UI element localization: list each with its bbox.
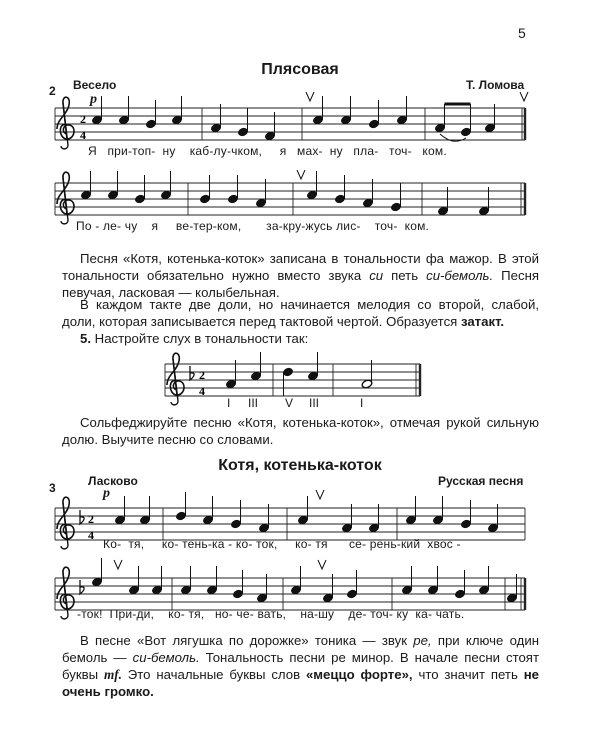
song2-number: 3 [49, 481, 56, 495]
paragraph-3 [62, 414, 539, 448]
song1-title: Плясовая [261, 61, 339, 78]
paragraph-4-text-a: В песне «Вот лягушка по дорожке» тоника — звук [80, 633, 414, 648]
paragraph-1-italic-si-flat: си-бемоль. [426, 268, 494, 283]
paragraph-4-italic-si-flat: си-бемоль. [132, 650, 200, 665]
paragraph-4-italic-re: ре, [413, 633, 432, 648]
paragraph-2-bold-zatakt: затакт. [460, 314, 505, 329]
degree-3: V [285, 396, 294, 410]
svg-text:2: 2 [80, 112, 86, 126]
degree-5: I [360, 396, 364, 410]
paragraph-4-text-e: что значит петь [412, 667, 524, 682]
page-number: 5 [518, 25, 526, 41]
paragraph-4-text-d: Это начальные буквы слов [121, 667, 306, 682]
paragraph-1-italic-si: си [369, 268, 384, 283]
song1-author: Т. Ломова [466, 78, 525, 92]
svg-text:4: 4 [80, 128, 86, 142]
paragraph-4-text-c: Тональность песни ре минор. В начале песни стоят буквы [62, 650, 539, 682]
task-5 [62, 330, 539, 347]
paragraph-4-mf: mf. [103, 667, 122, 682]
degree-2: III [248, 396, 259, 410]
song2-lyrics-line2: -ток! При-ди, ко- тя, но- че- вать, на-шу де- точ- ку ка- чать. [77, 607, 465, 621]
paragraph-3-text: Сольфеджируйте песню «Котя, котенька-коток», отмечая рукой сильную долю. Выучите песню со словами. [62, 415, 539, 447]
paragraph-4-bold-mezzo-forte: «меццо форте», [305, 667, 413, 682]
song2-lyrics-line1: Ко- тя, ко- тень-ка - ко- ток, ко- тя се- рень-кий хвос - [103, 537, 461, 551]
staff-song1-line1 [55, 92, 528, 149]
paragraph-1-text-b: петь [383, 268, 427, 283]
paragraph-1 [62, 250, 539, 301]
svg-text:2: 2 [199, 368, 205, 382]
song2-title: Котя, котенька-коток [218, 457, 382, 474]
paragraph-4 [62, 632, 539, 700]
song2-tempo: Ласково [88, 474, 138, 488]
song1-number: 2 [49, 84, 56, 98]
paragraph-2 [62, 296, 539, 330]
staff-song1-line2 [55, 170, 525, 224]
song1-lyrics-line1: Я при-топ- ну каб-лу-чком, я мах- ну пла- точ- ком. [88, 144, 447, 158]
svg-text:4: 4 [199, 384, 205, 398]
paragraph-2-text: В каждом такте две доли, но начинается мелодия со второй, слабой, доли, которая записывается перед тактовой чертой. Образуется [62, 297, 539, 329]
degree-4: III [309, 396, 320, 410]
task-5-text: Настройте слух в тональности так: [94, 331, 309, 346]
paragraph-4-bold-not-loud: не очень громко. [62, 667, 539, 699]
song2-dynamic: p [103, 486, 110, 501]
paragraph-1-text-a: Песня «Котя, котенька-коток» записана в тональности фа мажор. В этой тональности обязательно нужно вместо звука [62, 251, 539, 283]
song1-tempo: Весело [73, 78, 117, 92]
song1-dynamic: p [90, 92, 97, 107]
song1-lyrics-line2: По - ле- чу я ве-тер-ком, за-кру-жусь лис- точ- ком. [76, 219, 430, 233]
paragraph-4-text-b: при ключе один бемоль — [62, 633, 539, 665]
paragraph-1-text-c: Песня певучая, ласковая — колыбельная. [62, 268, 540, 300]
song2-author: Русская песня [438, 474, 524, 488]
svg-text:2: 2 [88, 512, 94, 526]
task-5-number: 5. [80, 331, 91, 346]
degree-1: I [227, 396, 231, 410]
svg-text:4: 4 [88, 528, 94, 542]
